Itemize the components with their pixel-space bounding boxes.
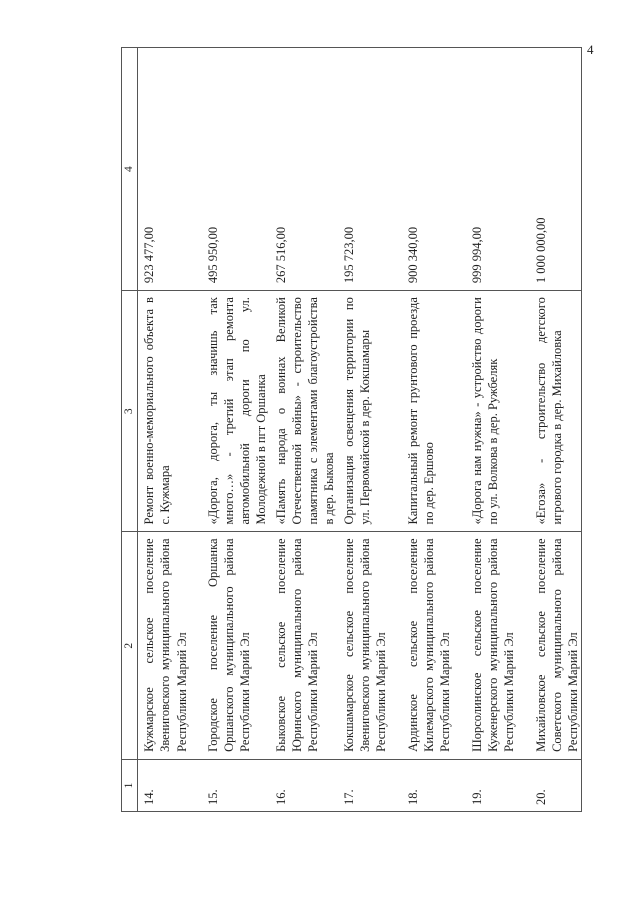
row-number: 20. <box>530 759 582 811</box>
table-row <box>402 48 466 812</box>
project-cell: «Егоза» - строительство детского игрового городка в дер. Михайловка <box>530 291 582 532</box>
settlement-cell: Кокшамарское сельское поселение Звениговского муниципального района Республики Марий Эл <box>338 532 402 759</box>
amount-cell: 495 950,00 <box>202 48 270 291</box>
project-cell: Организация освещения территории по ул. Первомайской в дер. Кокшамары <box>338 291 402 532</box>
settlement-cell: Шорсолинское сельское поселение Куженерского муниципального района Республики Марий Эл <box>466 532 530 759</box>
row-number: 15. <box>202 759 270 811</box>
amount-cell: 999 994,00 <box>466 48 530 291</box>
row-number: 19. <box>466 759 530 811</box>
column-header-project: 3 <box>122 291 138 532</box>
amount-cell: 1 000 000,00 <box>530 48 582 291</box>
settlement-cell: Городское поселение Оршанка Оршанского муниципального района Республики Марий Эл <box>202 532 270 759</box>
table-header-row <box>122 48 138 812</box>
row-number: 18. <box>402 759 466 811</box>
amount-cell: 923 477,00 <box>138 48 202 291</box>
settlement-cell: Быковское сельское поселение Юринского муниципального района Республики Марий Эл <box>270 532 338 759</box>
amount-cell: 267 516,00 <box>270 48 338 291</box>
settlement-cell: Ардинское сельское поселение Килемарского муниципального района Республики Марий Эл <box>402 532 466 759</box>
settlement-cell: Михайловское сельское поселение Советского муниципального района Республики Марий Эл <box>530 532 582 759</box>
project-cell: «Память народа о воинах Великой Отечественной войны» - строительство памятника с элементами благоустройства в дер. Быкова <box>270 291 338 532</box>
row-number: 16. <box>270 759 338 811</box>
amount-cell: 195 723,00 <box>338 48 402 291</box>
row-number: 14. <box>138 759 202 811</box>
rotated-table-container <box>121 47 580 812</box>
project-cell: Ремонт военно-мемориального объекта в с. Кужмара <box>138 291 202 532</box>
projects-table <box>121 47 582 812</box>
settlement-cell: Кужмарское сельское поселение Звениговского муниципального района Республики Марий Эл <box>138 532 202 759</box>
table-row <box>270 48 338 812</box>
project-cell: «Дорога нам нужна» - устройство дороги по ул. Волкова в дер. Ружбеляк <box>466 291 530 532</box>
column-header-amount: 4 <box>122 48 138 291</box>
table-row <box>466 48 530 812</box>
column-header-number: 1 <box>122 759 138 811</box>
table-row <box>138 48 202 812</box>
project-cell: «Дорога, дорога, ты значишь так много…» - третий этап ремонта автомобильной дороги по ул. Молодежной в пгт Оршанка <box>202 291 270 532</box>
column-header-settlement: 2 <box>122 532 138 759</box>
table-row <box>202 48 270 812</box>
page-number: 4 <box>587 42 594 57</box>
amount-cell: 900 340,00 <box>402 48 466 291</box>
row-number: 17. <box>338 759 402 811</box>
project-cell: Капитальный ремонт грунтового проезда по дер. Ершово <box>402 291 466 532</box>
table-row <box>338 48 402 812</box>
table-row <box>530 48 582 812</box>
